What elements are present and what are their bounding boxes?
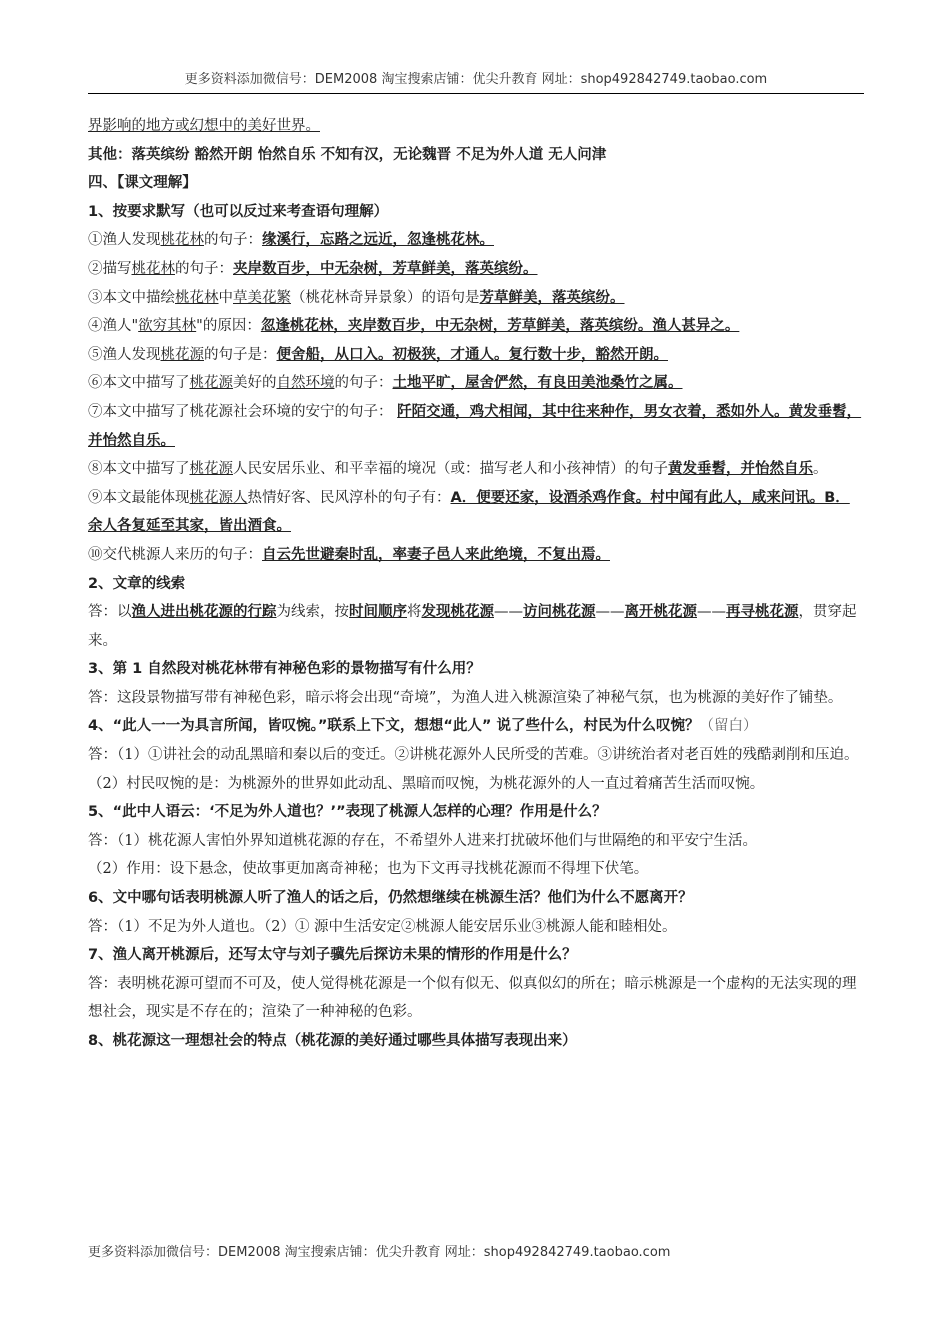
question-3-title: 3、第 1 自然段对桃花林带有神秘色彩的景物描写有什么用？ [88,661,481,678]
recite-item-4: ④渔人"欲穷其林"的原因：忽逢桃花林，夹岸数百步，中无杂树，芳草鲜美，落英缤纷。渔人甚异之。 [88,318,740,335]
question-5-title: 5、“此中人语云：‘不足为外人道也？’”表现了桃源人怎样的心理？作用是什么？ [88,804,607,821]
recite-item-8: ⑧本文中描写了桃花源人民安居乐业、和平幸福的境况（或：描写老人和小孩神情）的句子黄发垂髫，并怡然自乐。 [88,461,828,478]
recite-item-5: ⑤渔人发现桃花源的句子是：便舍船，从口入。初极狭，才通人。复行数十步，豁然开朗。 [88,346,668,363]
recite-item-9: ⑨本文最能体现桃花源人热情好客、民风淳朴的句子有：A．便要还家，设酒杀鸡作食。村中闻有此人，咸来问讯。B．余人各复延至其家，皆出酒食。 [88,489,850,535]
recite-item-6: ⑥本文中描写了桃花源美好的自然环境的句子：土地平旷，屋舍俨然，有良田美池桑竹之属。 [88,375,683,392]
question-4-answer-1: 答：（1）①讲社会的动乱黑暗和秦以后的变迁。②讲桃花源外人民所受的苦难。③讲统治者对老百姓的残酷剥削和压迫。 [88,747,859,764]
question-6-answer: 答：（1）不足为外人道也。（2）① 源中生活安定②桃源人能安居乐业③桃源人能和睦相处。 [88,918,677,935]
question-8-title: 8、桃花源这一理想社会的特点（桃花源的美好通过哪些具体描写表现出来） [88,1033,577,1049]
question-2-answer: 答：以渔人进出桃花源的行踪为线索，按时间顺序将发现桃花源——访问桃花源——离开桃花源——再寻桃花源，贯穿起来。 [88,604,857,649]
question-5-answer-1: 答：（1）桃花源人害怕外界知道桃花源的存在，不希望外人进来打扰破坏他们与世隔绝的和平安宁生活。 [88,832,757,849]
question-4-title: 4、“此人一一为具言所闻，皆叹惋。”联系上下文，想想“此人” 说了些什么，村民为什么叹惋？（留白） [88,718,758,735]
recite-item-7: ⑦本文中描写了桃花源社会环境的安宁的句子： 阡陌交通，鸡犬相闻，其中往来种作，男女衣着，悉如外人。黄发垂髫，并怡然自乐。 [88,403,862,449]
text-line: 界影响的地方或幻想中的美好世界。 [88,118,320,134]
question-2-title: 2、文章的线索 [88,575,186,592]
other-idioms-line: 其他：落英缤纷 豁然开朗 怡然自乐 不知有汉，无论魏晋 不足为外人道 无人问津 [88,146,607,163]
document-body [88,112,864,1056]
question-7-title: 7、渔人离开桃源后，还写太守与刘子骥先后探访未果的情形的作用是什么？ [88,947,577,964]
page-footer: 更多资料添加微信号：DEM2008 淘宝搜索店铺：优尖升教育 网址：shop492842749.taobao.com [88,1245,671,1260]
recite-item-2: ②描写桃花林的句子：夹岸数百步，中无杂树，芳草鲜美，落英缤纷。 [88,260,538,277]
page-header: 更多资料添加微信号：DEM2008 淘宝搜索店铺：优尖升教育 网址：shop492842749.taobao.com [88,68,864,94]
section-heading: 四、【课文理解】 [88,175,197,192]
question-6-title: 6、文中哪句话表明桃源人听了渔人的话之后，仍然想继续在桃源生活？他们为什么不愿离开？ [88,890,693,907]
question-heading: 1、按要求默写（也可以反过来考查语句理解） [88,203,389,220]
question-3-answer: 答：这段景物描写带有神秘色彩，暗示将会出现“奇境”，为渔人进入桃源渲染了神秘气氛，也为桃源的美好作了铺垫。 [88,689,843,706]
recite-item-3: ③本文中描绘桃花林中草美花繁（桃花林奇异景象）的语句是芳草鲜美，落英缤纷。 [88,289,625,306]
recite-item-1: ①渔人发现桃花林的句子：缘溪行，忘路之远近，忽逢桃花林。 [88,232,494,249]
question-5-answer-2: （2）作用：设下悬念，使故事更加离奇神秘；也为下文再寻找桃花源而不得埋下伏笔。 [88,861,649,878]
question-7-answer: 答：表明桃花源可望而不可及，使人觉得桃花源是一个似有似无、似真似幻的所在；暗示桃源是一个虚构的无法实现的理想社会，现实是不存在的；渲染了一种神秘的色彩。 [88,975,857,1021]
question-4-answer-2: （2）村民叹惋的是：为桃源外的世界如此动乱、黑暗而叹惋，为桃花源外的人一直过着痛苦生活而叹惋。 [88,775,765,792]
recite-item-10: ⑩交代桃源人来历的句子：自云先世避秦时乱，率妻子邑人来此绝境，不复出焉。 [88,546,610,563]
